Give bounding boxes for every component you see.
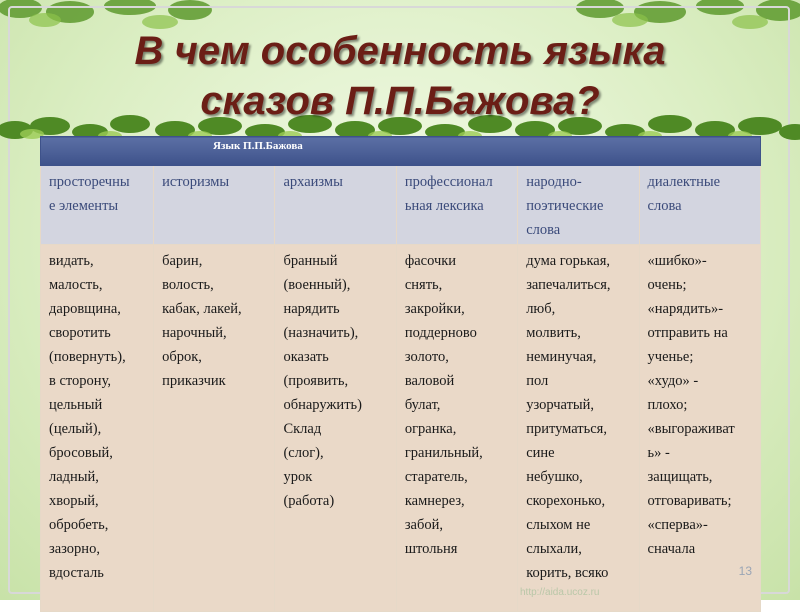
cell-text: (слог), [283, 445, 324, 461]
cell-text: запечалиться, [526, 277, 611, 293]
cell-text: булат, [404, 397, 441, 413]
category-text: слова [647, 198, 682, 214]
category-text: народно- [526, 174, 582, 190]
cell-text: бранный [283, 253, 338, 269]
category-cell [41, 166, 154, 245]
cell-text: ладный, [49, 469, 99, 485]
cell-text: оказать [283, 349, 329, 365]
cell-text: бросовый, [49, 445, 113, 461]
cell-text: цельный [49, 397, 103, 413]
category-text: просторечны [49, 174, 130, 190]
cell-text: дума горькая, [526, 253, 611, 269]
cell-text: очень; [647, 277, 687, 293]
cell-text: ь» - [647, 445, 670, 461]
footer-url: http://aida.ucoz.ru [520, 587, 600, 598]
category-text: поэтические [526, 198, 604, 214]
cell-text: видать, [49, 253, 94, 269]
cell-text: корить, всяко [526, 565, 609, 581]
cell-text: «нарядить»- [647, 301, 724, 317]
category-text: диалектные [647, 174, 721, 190]
table-header-row [41, 137, 761, 166]
cell-text: приказчик [162, 373, 226, 389]
cell-text: снять, [404, 277, 443, 293]
cell-text: своротить [49, 325, 111, 341]
cell-text: сначала [647, 541, 696, 557]
cell-text: пол [526, 373, 549, 389]
cell-text: «шибко»- [647, 253, 707, 269]
cell-text: (военный), [283, 277, 351, 293]
cell-text: нарядить [283, 301, 340, 317]
cell-text: камнерез, [404, 493, 465, 509]
cell-text: ученье; [647, 349, 694, 365]
category-text: архаизмы [283, 174, 343, 190]
cell-text: (проявить, [283, 373, 349, 389]
cell-text: вдосталь [49, 565, 104, 581]
cell-text: малость, [49, 277, 103, 293]
cell-text: слыхали, [526, 541, 582, 557]
cell-text: притуматься, [526, 421, 607, 437]
cell-text: забой, [404, 517, 444, 533]
data-cell [518, 245, 639, 612]
cell-text: урок [283, 469, 313, 485]
cell-text: (назначить), [283, 325, 359, 341]
cell-text: закройки, [404, 301, 465, 317]
cell-text: (работа) [283, 493, 335, 509]
cell-text: «худо» - [647, 373, 699, 389]
cell-text: в сторону, [49, 373, 111, 389]
cell-text: «выгораживат [647, 421, 735, 437]
cell-text: зазорно, [49, 541, 100, 557]
cell-text: скорехонько, [526, 493, 606, 509]
category-text: историзмы [162, 174, 230, 190]
cell-text: кабак, лакей, [162, 301, 242, 317]
category-text: е элементы [49, 198, 119, 214]
cell-text: огранка, [404, 421, 457, 437]
cell-text: даровщина, [49, 301, 121, 317]
cell-text: барин, [162, 253, 203, 269]
data-cell [396, 245, 517, 612]
cell-text: (повернуть), [49, 349, 126, 365]
category-text: ьная лексика [404, 198, 484, 214]
cell-text: нарочный, [162, 325, 227, 341]
category-cell [154, 166, 275, 245]
category-cell [639, 166, 760, 245]
table-header-cell: Язык П.П.Бажова [41, 137, 761, 166]
cell-text: обнаружить) [283, 397, 362, 413]
slide-title [70, 26, 730, 126]
category-cell [275, 166, 396, 245]
cell-text: сине [526, 445, 555, 461]
cell-text: отговаривать; [647, 493, 732, 509]
cell-text: валовой [404, 373, 455, 389]
category-text: профессионал [404, 174, 493, 190]
data-cell [639, 245, 760, 612]
page-number: 13 [738, 564, 752, 578]
title-line-2: сказов П.П.Бажова? [200, 79, 600, 123]
cell-text: узорчатый, [526, 397, 595, 413]
cell-text: небушко, [526, 469, 583, 485]
cell-text: защищать, [647, 469, 713, 485]
cell-text: фасочки [404, 253, 457, 269]
cell-text: золото, [404, 349, 449, 365]
cell-text: «сперва»- [647, 517, 708, 533]
cell-text: поддерново [404, 325, 477, 341]
cell-text: слыхом не [526, 517, 591, 533]
cell-text: старатель, [404, 469, 468, 485]
cell-text: (целый), [49, 421, 102, 437]
category-cell [396, 166, 517, 245]
cell-text: отправить на [647, 325, 728, 341]
cell-text: обробеть, [49, 517, 109, 533]
cell-text: оброк, [162, 349, 202, 365]
cell-text: хворый, [49, 493, 99, 509]
cell-text: гранильный, [404, 445, 483, 461]
cell-text: молвить, [526, 325, 581, 341]
title-line-1: В чем особенность языка [134, 29, 666, 73]
category-cell [518, 166, 639, 245]
cell-text: волость, [162, 277, 214, 293]
language-table [40, 136, 761, 612]
category-text: слова [526, 222, 561, 238]
cell-text: Склад [283, 421, 322, 437]
data-cell [275, 245, 396, 612]
cell-text: плохо; [647, 397, 688, 413]
cell-text: неминучая, [526, 349, 597, 365]
data-cell [154, 245, 275, 612]
data-cell [41, 245, 154, 612]
cell-text: штольня [404, 541, 458, 557]
cell-text: люб, [526, 301, 556, 317]
category-row [41, 166, 761, 245]
bazhov-language-table [40, 136, 761, 612]
data-row [41, 245, 761, 612]
